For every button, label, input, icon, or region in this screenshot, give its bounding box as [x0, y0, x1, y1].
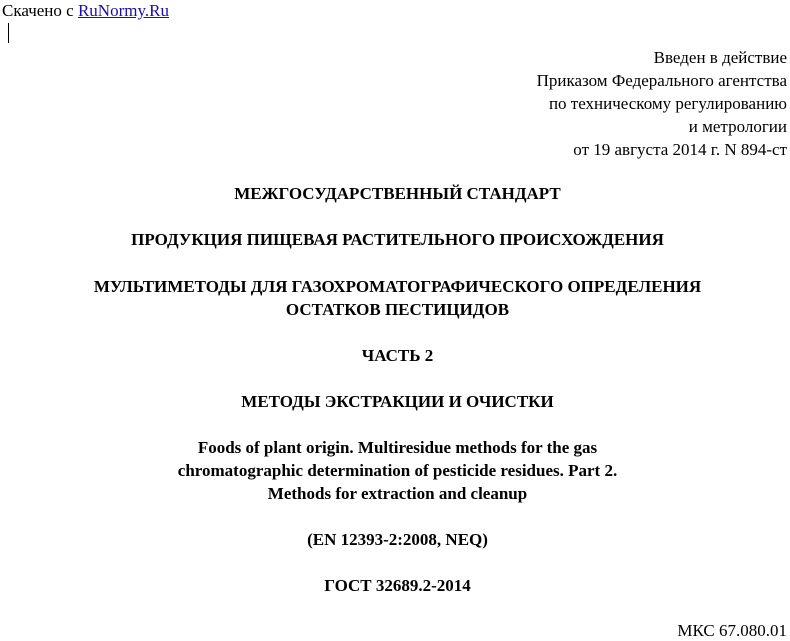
standard-type-heading: МЕЖГОСУДАРСТВЕННЫЙ СТАНДАРТ	[234, 184, 561, 203]
runormy-link[interactable]: RuNormy.Ru	[77, 1, 169, 20]
document-title-line: МУЛЬТИМЕТОДЫ ДЛЯ ГАЗОХРОМАТОГРАФИЧЕСКОГО ОПРЕДЕЛЕНИЯ	[93, 277, 702, 296]
part-title-heading: МЕТОДЫ ЭКСТРАКЦИИ И ОЧИСТКИ	[241, 392, 554, 411]
introduction-line: от 19 августа 2014 г. N 894-ст	[573, 140, 787, 159]
download-notice	[2, 1, 169, 21]
product-heading: ПРОДУКЦИЯ ПИЩЕВАЯ РАСТИТЕЛЬНОГО ПРОИСХОЖДЕНИЯ	[131, 230, 664, 249]
introduction-block	[537, 46, 787, 161]
gost-designation: ГОСТ 32689.2-2014	[324, 576, 471, 595]
english-title-line: Methods for extraction and cleanup	[267, 484, 528, 503]
reference-standard: (EN 12393-2:2008, NEQ)	[307, 530, 488, 549]
text-cursor	[8, 23, 9, 43]
english-title-line: Foods of plant origin. Multiresidue methods for the gas	[197, 438, 598, 457]
introduction-line: Приказом Федерального агентства	[536, 71, 787, 90]
english-title	[0, 436, 790, 505]
download-notice-prefix: Скачено с	[2, 1, 74, 20]
document-title-line: ОСТАТКОВ ПЕСТИЦИДОВ	[285, 300, 510, 319]
introduction-line: и метрологии	[688, 117, 787, 136]
document-title	[0, 275, 790, 321]
introduction-line: Введен в действие	[653, 48, 787, 67]
classification-code: МКС 67.080.01	[677, 621, 787, 640]
english-title-line: chromatographic determination of pesticide residues. Part 2.	[177, 461, 618, 480]
introduction-line: по техническому регулированию	[548, 94, 787, 113]
part-heading: ЧАСТЬ 2	[361, 346, 434, 365]
